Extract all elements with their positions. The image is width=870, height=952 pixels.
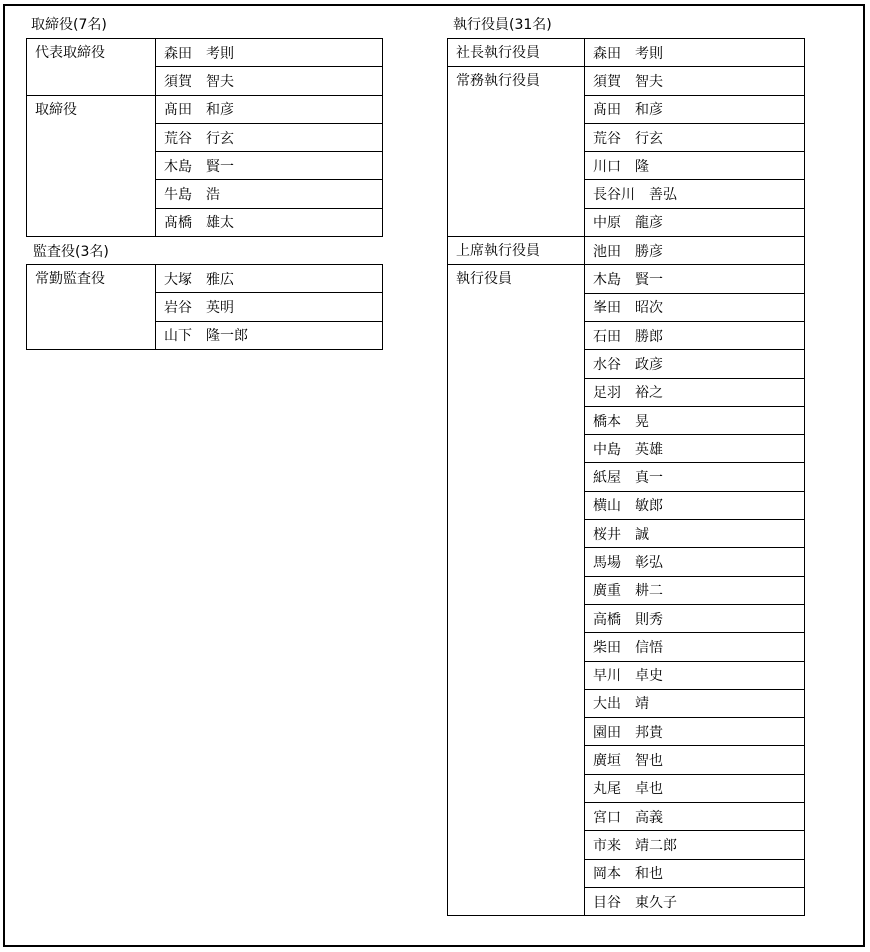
name-cell: 廣垣 智也 xyxy=(585,746,805,774)
name-cell: 髙田 和彦 xyxy=(585,95,805,123)
name-cell: 大出 靖 xyxy=(585,689,805,717)
name-cell: 桜井 誠 xyxy=(585,520,805,548)
name-cell: 森田 考則 xyxy=(585,39,805,67)
auditors-title: 監査役(3名) xyxy=(33,244,109,260)
table-row xyxy=(448,67,805,95)
name-cell: 石田 勝郎 xyxy=(585,321,805,349)
name-cell: 馬場 彰弘 xyxy=(585,548,805,576)
table-row xyxy=(27,95,383,123)
name-cell: 髙橋 雄太 xyxy=(156,208,383,236)
name-cell: 市来 靖二郎 xyxy=(585,831,805,859)
role-cell: 執行役員 xyxy=(448,265,585,916)
directors-table xyxy=(26,38,383,237)
officers-title: 執行役員(31名) xyxy=(453,17,552,33)
name-cell: 中原 龍彦 xyxy=(585,208,805,236)
role-cell: 代表取締役 xyxy=(27,39,156,96)
name-cell: 峯田 昭次 xyxy=(585,293,805,321)
name-cell: 廣重 耕二 xyxy=(585,576,805,604)
name-cell: 丸尾 卓也 xyxy=(585,774,805,802)
name-cell: 森田 考則 xyxy=(156,39,383,67)
name-cell: 柴田 信悟 xyxy=(585,633,805,661)
officers-table xyxy=(447,38,805,916)
name-cell: 高橋 則秀 xyxy=(585,604,805,632)
name-cell: 岩谷 英明 xyxy=(156,293,383,321)
name-cell: 宮口 高義 xyxy=(585,803,805,831)
table-row xyxy=(448,237,805,265)
name-cell: 髙田 和彦 xyxy=(156,95,383,123)
role-cell: 上席執行役員 xyxy=(448,237,585,265)
role-cell: 社長執行役員 xyxy=(448,39,585,67)
name-cell: 園田 邦貴 xyxy=(585,718,805,746)
name-cell: 岡本 和也 xyxy=(585,859,805,887)
auditors-table xyxy=(26,264,383,350)
role-cell: 取締役 xyxy=(27,95,156,236)
name-cell: 大塚 雅広 xyxy=(156,265,383,293)
table-row xyxy=(448,265,805,293)
name-cell: 目谷 東久子 xyxy=(585,887,805,915)
name-cell: 荒谷 行玄 xyxy=(585,123,805,151)
table-row xyxy=(448,39,805,67)
directors-title: 取締役(7名) xyxy=(31,17,107,33)
name-cell: 須賀 智夫 xyxy=(585,67,805,95)
name-cell: 紙屋 真一 xyxy=(585,463,805,491)
name-cell: 木島 賢一 xyxy=(156,152,383,180)
name-cell: 山下 隆一郎 xyxy=(156,321,383,349)
name-cell: 橋本 晃 xyxy=(585,406,805,434)
name-cell: 長谷川 善弘 xyxy=(585,180,805,208)
table-row xyxy=(27,265,383,293)
table-row xyxy=(27,39,383,67)
name-cell: 水谷 政彦 xyxy=(585,350,805,378)
name-cell: 足羽 裕之 xyxy=(585,378,805,406)
name-cell: 木島 賢一 xyxy=(585,265,805,293)
name-cell: 池田 勝彦 xyxy=(585,237,805,265)
name-cell: 荒谷 行玄 xyxy=(156,123,383,151)
name-cell: 川口 隆 xyxy=(585,152,805,180)
role-cell: 常勤監査役 xyxy=(27,265,156,350)
name-cell: 中島 英雄 xyxy=(585,435,805,463)
name-cell: 横山 敏郎 xyxy=(585,491,805,519)
role-cell: 常務執行役員 xyxy=(448,67,585,237)
name-cell: 須賀 智夫 xyxy=(156,67,383,95)
name-cell: 牛島 浩 xyxy=(156,180,383,208)
name-cell: 早川 卓史 xyxy=(585,661,805,689)
